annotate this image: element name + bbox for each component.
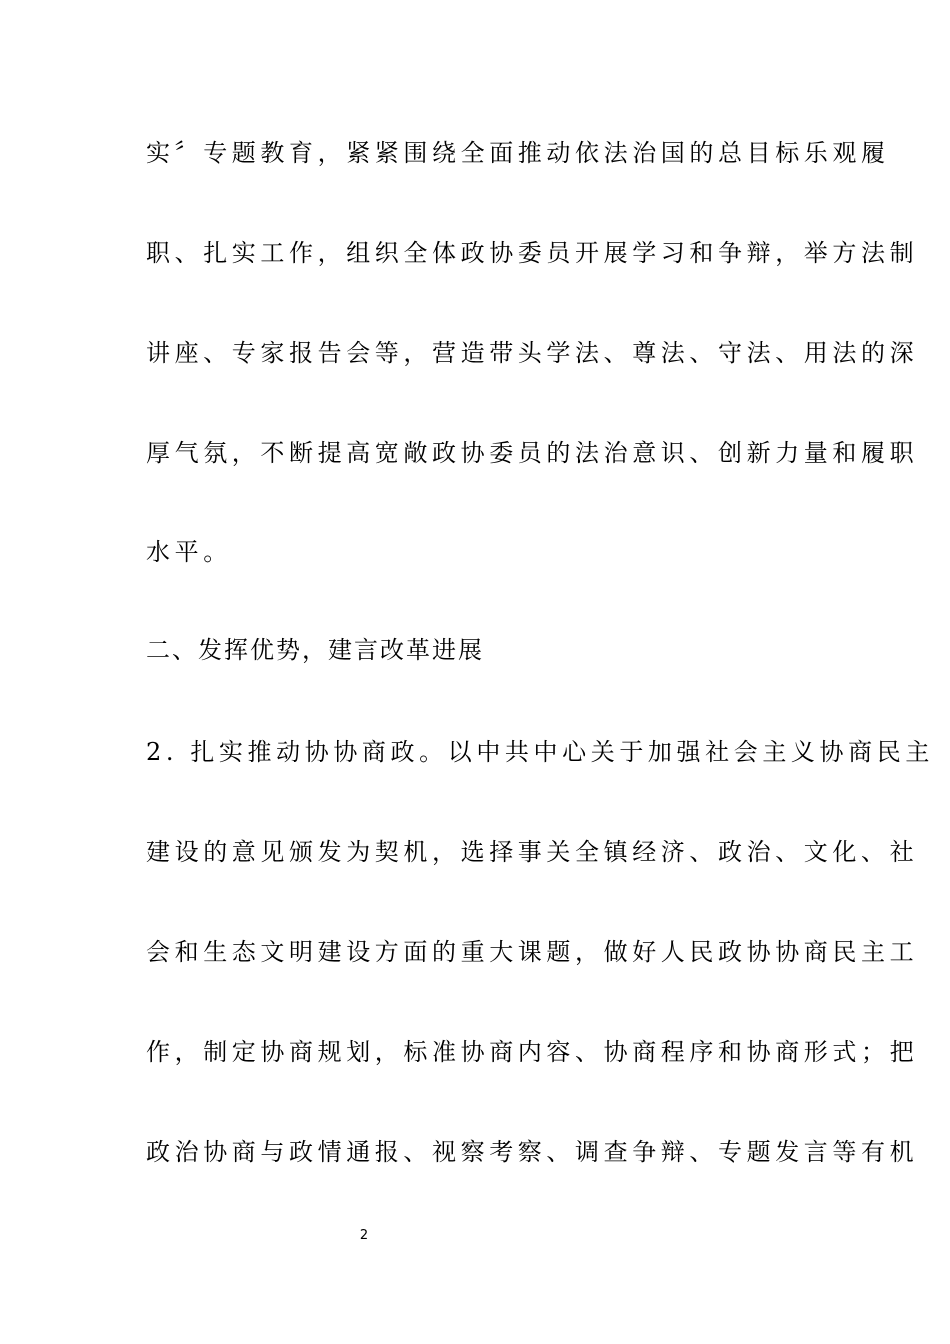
body-text-line: 会和生态文明建设方面的重大课题，做好人民政协协商民主工 — [146, 938, 919, 966]
page-number: 2 — [359, 1228, 369, 1243]
body-text-line: 政治协商与政情通报、视察考察、调查争辩、专题发言等有机 — [146, 1138, 919, 1166]
body-text-line: 实〞专题教育，紧紧围绕全面推动依法治国的总目标乐观履 — [146, 139, 890, 167]
body-text-line: 讲座、专家报告会等，营造带头学法、尊法、守法、用法的深 — [146, 339, 919, 367]
section-heading: 二、发挥优势，建言改革进展 — [146, 636, 484, 664]
body-text-line: 作，制定协商规划，标准协商内容、协商程序和协商形式；把 — [146, 1038, 919, 1066]
body-text-line: 厚气氛，不断提高宽敞政协委员的法治意识、创新力量和履职 — [146, 439, 919, 467]
body-text-line: 职、扎实工作，组织全体政协委员开展学习和争辩，举方法制 — [146, 239, 919, 267]
body-text-line: 2. 扎实推动协协商政。以中共中心关于加强社会主义协商民主 — [146, 738, 934, 766]
body-text-line: 水平。 — [146, 538, 232, 566]
body-text-line: 建设的意见颁发为契机，选择事关全镇经济、政治、文化、社 — [146, 838, 919, 866]
